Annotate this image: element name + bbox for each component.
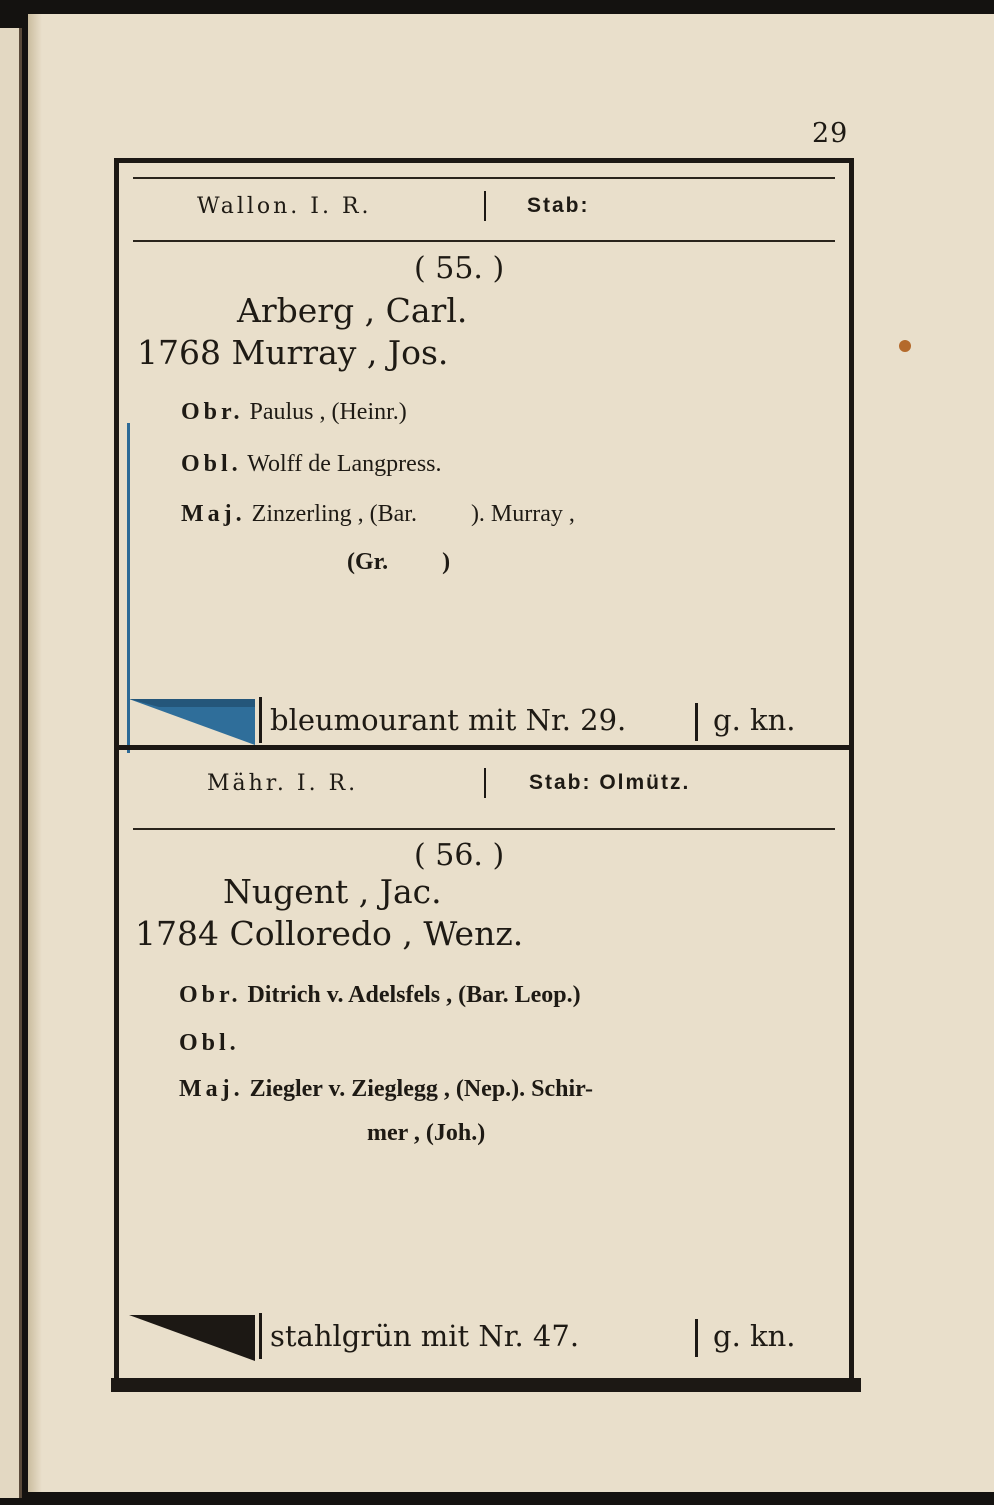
officer-obl: Obl. Wolff de Langpress. [181, 451, 442, 477]
officer-maj: Maj. Zinzerling , (Bar. ). Murray , [181, 501, 575, 527]
officer-maj-cont: (Gr. ) [347, 549, 451, 575]
owner-name: Nugent , Jac. [223, 872, 442, 911]
officer-obr: Obr. Paulus , (Heinr.) [181, 399, 407, 425]
page-number: 29 [812, 118, 849, 149]
stab-label: Stab: [527, 194, 590, 217]
page-gutter [28, 14, 42, 1492]
colonel-name: 1784 Colloredo , Wenz. [135, 914, 524, 953]
officer-obl: Obl. [179, 1030, 240, 1056]
table-frame [114, 158, 854, 1388]
unit-name: Wallon. I. R. [197, 193, 372, 219]
officer-maj: Maj. Ziegler v. Zieglegg , (Nep.). Schir- [179, 1076, 593, 1102]
ink-stain [899, 340, 911, 352]
button-color: g. kn. [713, 1319, 796, 1353]
facing-row [119, 1311, 849, 1361]
officer-obr: Obr. Ditrich v. Adelsfels , (Bar. Leop.) [179, 982, 581, 1008]
facing-description: bleumourant mit Nr. 29. [259, 697, 626, 743]
regiment-number: ( 56. ) [414, 838, 505, 873]
owner-name: Arberg , Carl. [237, 291, 468, 330]
facing-color-swatch [129, 697, 255, 745]
officer-maj-cont: mer , (Joh.) [367, 1120, 486, 1146]
facing-description: stahlgrün mit Nr. 47. [259, 1313, 579, 1359]
unit-name: Mähr. I. R. [207, 770, 359, 796]
regiment-number: ( 55. ) [414, 251, 505, 286]
left-page-edge [0, 28, 22, 1498]
regiment-header [119, 181, 849, 231]
facing-color-swatch [129, 1313, 255, 1361]
facing-row [119, 695, 849, 745]
stab-label: Stab: Olmütz. [529, 771, 691, 794]
button-color: g. kn. [713, 703, 796, 737]
colonel-name: 1768 Murray , Jos. [137, 333, 449, 372]
regiment-header [119, 758, 849, 808]
